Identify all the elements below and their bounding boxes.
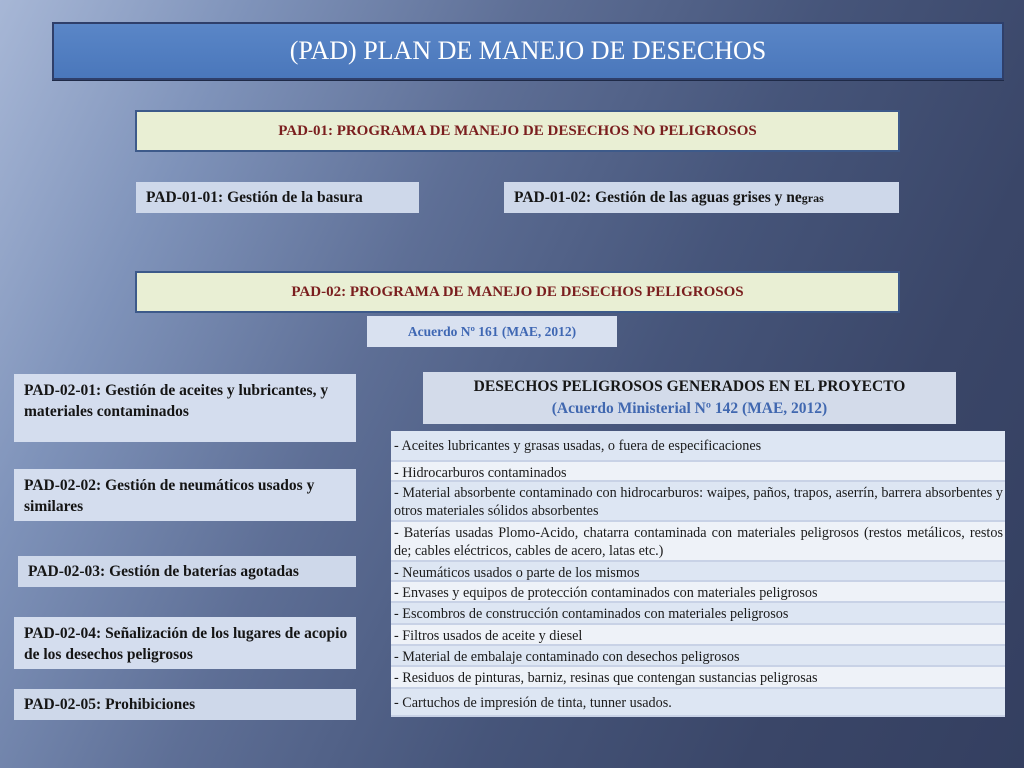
- pad02-02-label: PAD-02-02: Gestión de neumáticos usados y similares: [24, 477, 315, 515]
- pad02-03-box: [18, 556, 356, 587]
- acuerdo-badge: Acuerdo Nº 161 (MAE, 2012): [367, 316, 617, 347]
- pad02-01-box: [14, 374, 356, 442]
- program-pad02-header: PAD-02: PROGRAMA DE MANEJO DE DESECHOS PELIGROSOS: [135, 271, 900, 313]
- desechos-list: [391, 431, 1005, 717]
- pad02-04-box: [14, 617, 356, 669]
- list-item: - Material de embalaje contaminado con desechos peligrosos: [391, 646, 1005, 667]
- page-title: (PAD) PLAN DE MANEJO DE DESECHOS: [52, 22, 1004, 80]
- pad01-01-label: PAD-01-01: Gestión de la basura: [146, 188, 363, 206]
- pad01-02-label-main: PAD-01-02: Gestión de las aguas grises y ne: [514, 188, 802, 206]
- list-item: - Material absorbente contaminado con hidrocarburos: waipes, paños, trapos, aserrín, barrera absorbentes y otros materiales sólidos absorbentes: [391, 482, 1005, 522]
- desechos-header-subtitle: (Acuerdo Ministerial Nº 142 (MAE, 2012): [551, 400, 828, 417]
- list-item: - Residuos de pinturas, barniz, resinas que contengan sustancias peligrosas: [391, 667, 1005, 689]
- pad01-01-box: [136, 182, 419, 213]
- pad02-03-label: PAD-02-03: Gestión de baterías agotadas: [28, 562, 299, 580]
- list-item: - Neumáticos usados o parte de los mismos: [391, 562, 1005, 582]
- pad02-05-box: [14, 689, 356, 720]
- list-item: - Filtros usados de aceite y diesel: [391, 625, 1005, 646]
- pad01-02-label-small: gras: [801, 190, 824, 205]
- list-item: - Aceites lubricantes y grasas usadas, o fuera de especificaciones: [391, 431, 1005, 462]
- pad02-04-label: PAD-02-04: Señalización de los lugares de acopio de los desechos peligrosos: [24, 625, 348, 663]
- pad02-05-label: PAD-02-05: Prohibiciones: [24, 695, 196, 713]
- list-item: - Cartuchos de impresión de tinta, tunner usados.: [391, 689, 1005, 717]
- pad01-02-label: [514, 189, 824, 207]
- program-pad01-header: PAD-01: PROGRAMA DE MANEJO DE DESECHOS NO PELIGROSOS: [135, 110, 900, 152]
- list-item: - Baterías usadas Plomo-Acido, chatarra contaminada con materiales peligrosos (restos metálicos, restos de; cables eléctricos, cables de acero, latas etc.): [391, 522, 1005, 562]
- pad02-02-box: [14, 469, 356, 521]
- desechos-header: [423, 372, 956, 424]
- list-item: - Envases y equipos de protección contaminados con materiales peligrosos: [391, 582, 1005, 603]
- desechos-header-title: DESECHOS PELIGROSOS GENERADOS EN EL PROYECTO: [473, 378, 906, 395]
- pad01-02-box: [504, 182, 899, 213]
- pad02-01-label: PAD-02-01: Gestión de aceites y lubricantes, y materiales contaminados: [24, 382, 329, 420]
- list-item: - Hidrocarburos contaminados: [391, 462, 1005, 482]
- list-item: - Escombros de construcción contaminados con materiales peligrosos: [391, 603, 1005, 625]
